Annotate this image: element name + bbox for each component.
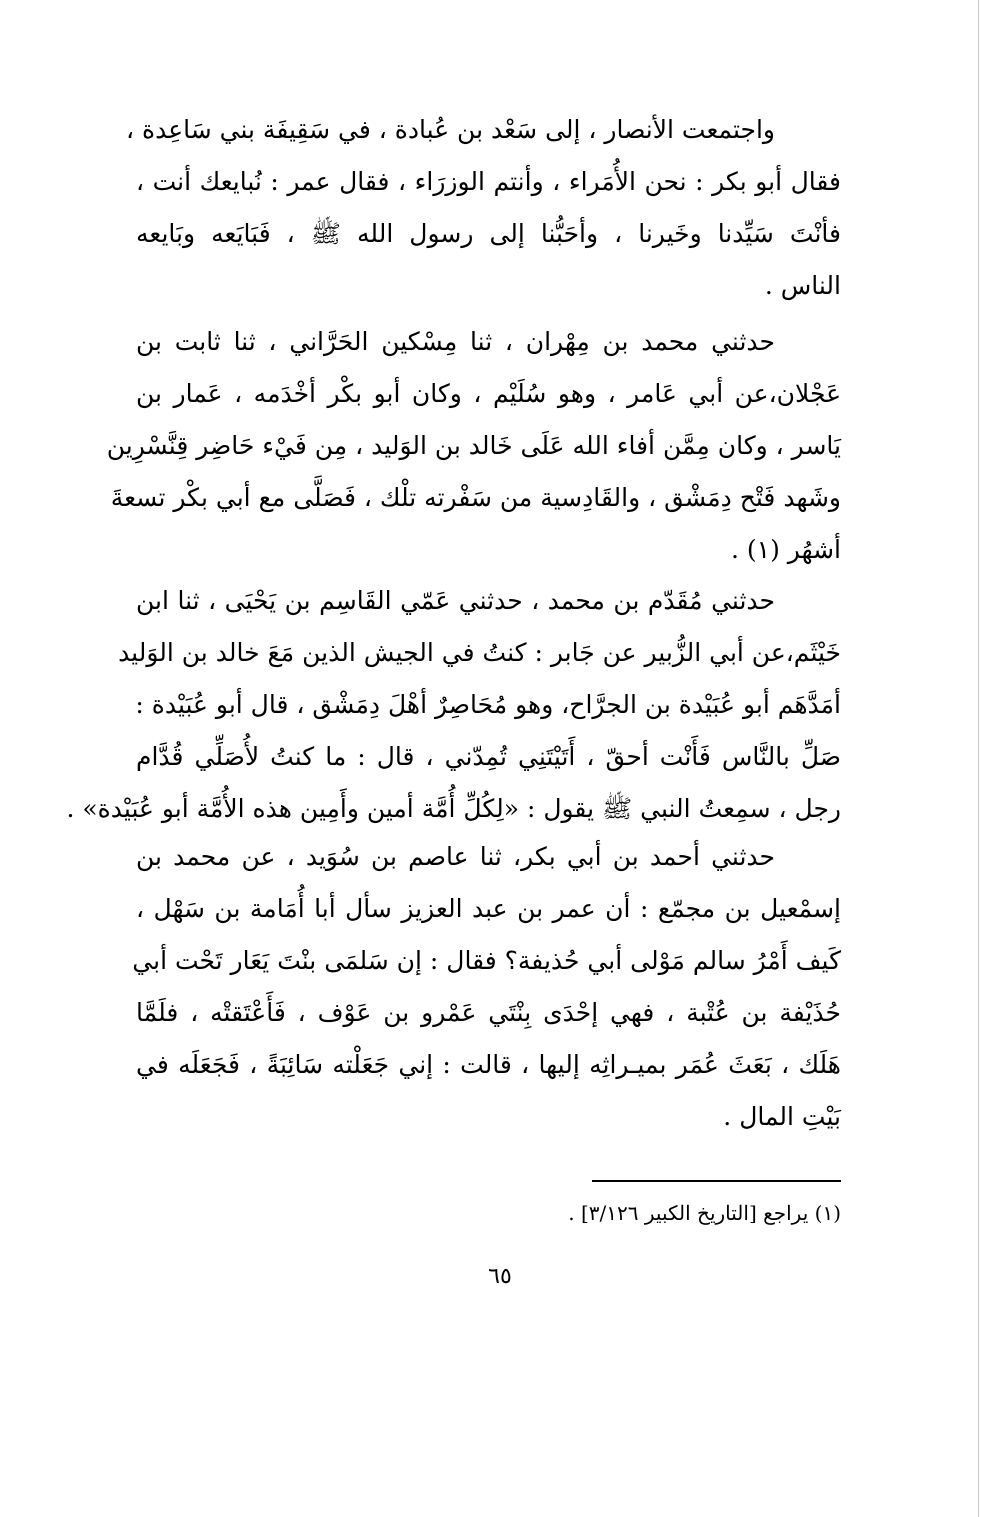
text-line: حدثني أحمد بن أبي بكر، ثنا عاصم بن سُوَيد ، عن محمد بن [136, 842, 775, 871]
paragraph-2 [106, 316, 841, 576]
text-line: حدثني محمد بن مِهْران ، ثنا مِسْكين الحَرَّاني ، ثنا ثابت بن [136, 327, 775, 356]
text-line: أشهُر (١) . [730, 535, 841, 564]
text-line: رجل ، سمِعتُ النبي ﷺ يقول : «لِكُلِّ أُمَّة أمين وأَمِين هذه الأُمَّة أبو عُبَيْدة» . [66, 794, 841, 823]
text-line: أمَدَّهَم أبو عُبَيْدة بن الجرَّاح، وهو مُحَاصِرٌ أهْلَ دِمَشْق ، قال أبو عُبَيْدة : [135, 690, 841, 719]
text-line: خَيْثَم،عن أبي الزُّبير عن جَابر : كنتُ في الجيش الذين مَعَ خالد بن الوَليد [118, 638, 841, 667]
text-line: حُذَيْفة بن عُتْبة ، فهي إحْدَى بِنْتَي عَمْرو بن عَوْف ، فَأَعْتَقتْه ، فلَمَّا [136, 998, 841, 1027]
paragraph-4 [132, 831, 841, 1143]
text-line: كَيف أَمْرُ سالم مَوْلى أبي حُذيفة؟ فقال : إن سَلمَى بنْتَ يَعَار تَحْت أبي [132, 946, 841, 975]
text-line: يَاسر ، وكان مِمَّن أفاء الله عَلَى خَالد بن الوَليد ، مِن فَيْء حَاضِر قِنَّسْرِين [106, 431, 841, 460]
text-line: حدثني مُقَدّم بن محمد ، حدثني عَمّي القَاسِم بن يَحْيَى ، ثنا ابن [136, 586, 775, 615]
text-line: عَجْلان،عن أبي عَامر ، وهو سُلَيْم ، وكان أبو بكْر أخْدَمه ، عَمار بن [136, 379, 841, 408]
paragraph-1 [125, 104, 841, 312]
text-line: صَلِّ بالنَّاس فَأَنْت أحقّ ، أَتَيْتَنِي تُمِدّني ، قال : ما كنتُ لأُصَلِّي قُدَّام [136, 742, 841, 771]
page-edge-line [978, 0, 979, 1517]
text-line: بَيْتِ المال . [723, 1102, 841, 1131]
text-line: إسمْعيل بن مجمّع : أن عمر بن عبد العزيز سأل أبا أُمَامة بن سَهْل ، [136, 894, 841, 923]
text-line: واجتمعت الأنصار ، إلى سَعْد بن عُبادة ، في سَقِيفَة بني سَاعِدة ، [125, 115, 775, 144]
paragraph-3 [66, 575, 841, 835]
text-line: فقال أبو بكر : نحن الأُمَراء ، وأنتم الوزرَاء ، فقال عمر : نُبايعك أنت ، [136, 167, 841, 196]
text-line: الناس . [764, 271, 841, 300]
page-number: ٦٥ [488, 1264, 512, 1289]
text-line: هَلَك ، بَعَثَ عُمَر بميـراثِه إليها ، قالت : إني جَعَلْته سَائِبَةً ، فَجَعَلَه في [136, 1050, 841, 1079]
footnote-separator [592, 1180, 841, 1182]
footnote: (١) يراجع [التاريخ الكبير ٣/١٢٦] . [568, 1201, 841, 1225]
text-line: فأنْتَ سَيِّدنا وخَيرنا ، وأحَبُّنا إلى رسول الله ﷺ ، فَبَايَعه وبَايعه [136, 219, 841, 248]
text-line: وشَهد فَتْح دِمَشْق ، والقَادِسية من سَفْرته تلْك ، فَصَلَّى مع أبي بكْر تسعةَ [110, 483, 841, 512]
